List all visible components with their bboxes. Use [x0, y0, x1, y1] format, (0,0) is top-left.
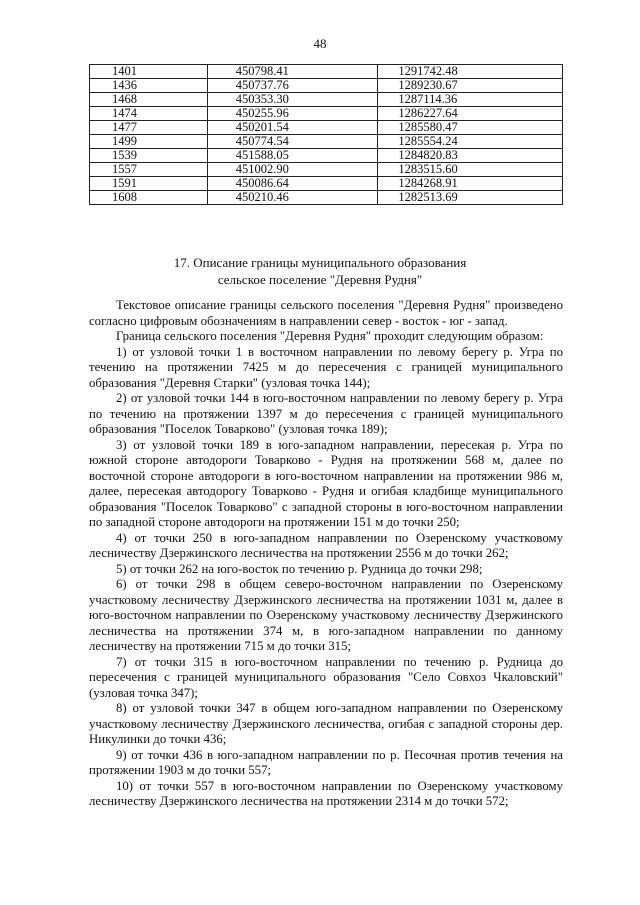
x-coordinate-cell: 450201.54	[207, 121, 378, 135]
x-coordinate-cell: 450798.41	[207, 65, 378, 79]
y-coordinate-cell: 1289230.67	[378, 79, 563, 93]
x-coordinate-cell: 450737.76	[207, 79, 378, 93]
paragraph: 3) от узловой точки 189 в юго-западном направлении, пересекая р. Угра по южной стороне автодороги Товарково - Рудня на протяжении 568 м, далее по восточной стороне автодороги в юго-восточном направлении на протяжении 986 м, далее, пересекая автодорогу Товарково - Рудня и огибая кладбище муниципального образования "Поселок Товарково" с западной стороны в юго-восточном направлении по западной стороне автодороги на протяжении 151 м до точки 250;	[89, 437, 563, 529]
y-coordinate-cell: 1291742.48	[378, 65, 563, 79]
section-title-line-2: сельское поселение "Деревня Рудня"	[217, 272, 423, 287]
paragraph: Граница сельского поселения "Деревня Рудня" проходит следующим образом:	[116, 329, 544, 343]
section-heading	[0, 254, 640, 288]
table-row	[90, 79, 563, 93]
y-coordinate-cell: 1287114.36	[378, 93, 563, 107]
y-coordinate-cell: 1286227.64	[378, 107, 563, 121]
table-row	[90, 149, 563, 163]
table-row	[90, 191, 563, 205]
point-number-cell: 1477	[90, 121, 208, 135]
page-number: 48	[313, 36, 327, 51]
table-row	[90, 107, 563, 121]
coordinates-table-body	[90, 65, 563, 205]
paragraph: 4) от точки 250 в юго-западном направлении по Озеренскому участковому лесничеству Дзержинского лесничества на протяжении 2556 м до точки 262;	[89, 530, 563, 560]
y-coordinate-cell: 1283515.60	[378, 163, 563, 177]
x-coordinate-cell: 450774.54	[207, 135, 378, 149]
point-number-cell: 1608	[90, 191, 208, 205]
table-row	[90, 135, 563, 149]
table-row	[90, 163, 563, 177]
paragraph: 10) от точки 557 в юго-восточном направлении по Озеренскому участковому лесничеству Дзержинского лесничества на протяжении 2314 м до точки 572;	[89, 778, 563, 808]
point-number-cell: 1436	[90, 79, 208, 93]
paragraph: 9) от точки 436 в юго-западном направлении по р. Песочная против течения на протяжении 1903 м до точки 557;	[89, 747, 563, 777]
paragraph: 8) от узловой точки 347 в общем юго-западном направлении по Озеренскому участковому лесничеству Дзержинского лесничества, огибая с западной стороны дер. Никулинки до точки 436;	[89, 701, 563, 746]
x-coordinate-cell: 451588.05	[207, 149, 378, 163]
paragraph: 7) от точки 315 в юго-восточном направлении по течению р. Рудница до пересечения с границей муниципального образования "Село Совхоз Чкаловский" (узловая точка 347);	[89, 654, 563, 700]
point-number-cell: 1557	[90, 163, 208, 177]
point-number-cell: 1401	[90, 65, 208, 79]
y-coordinate-cell: 1285580.47	[378, 121, 563, 135]
paragraph: 2) от узловой точки 144 в юго-восточном направлении по левому берегу р. Угра по течению на протяжении 1397 м до пересечения с границей муниципального образования "Поселок Товарково" (узловая точка 189);	[89, 391, 563, 436]
section-title-line-1: 17. Описание границы муниципального образования	[173, 255, 467, 270]
coordinates-table	[89, 64, 563, 205]
x-coordinate-cell: 450255.96	[207, 107, 378, 121]
point-number-cell: 1468	[90, 93, 208, 107]
point-number-cell: 1539	[90, 149, 208, 163]
x-coordinate-cell: 450210.46	[207, 191, 378, 205]
paragraph: Текстовое описание границы сельского поселения "Деревня Рудня" произведено согласно цифровым обозначениям в направлении север - восток - юг - запад.	[89, 298, 563, 328]
point-number-cell: 1474	[90, 107, 208, 121]
table-row	[90, 93, 563, 107]
point-number-cell: 1591	[90, 177, 208, 191]
y-coordinate-cell: 1284268.91	[378, 177, 563, 191]
paragraph: 5) от точки 262 на юго-восток по течению р. Рудница до точки 298;	[116, 561, 483, 576]
boundary-description	[89, 298, 563, 810]
y-coordinate-cell: 1284820.83	[378, 149, 563, 163]
table-row	[90, 121, 563, 135]
point-number-cell: 1499	[90, 135, 208, 149]
y-coordinate-cell: 1285554.24	[378, 135, 563, 149]
table-row	[90, 65, 563, 79]
y-coordinate-cell: 1282513.69	[378, 191, 563, 205]
x-coordinate-cell: 450353.30	[207, 93, 378, 107]
x-coordinate-cell: 451002.90	[207, 163, 378, 177]
table-row	[90, 177, 563, 191]
paragraph: 1) от узловой точки 1 в восточном направлении по левому берегу р. Угра по течению на протяжении 7425 м до пересечения с границей муниципального образования "Деревня Старки" (узловая точка 144);	[89, 344, 563, 390]
paragraph: 6) от точки 298 в общем северо-восточном направлении по Озеренскому участковому лесничеству Дзержинского лесничества на протяжении 1031 м, далее в юго-восточном направлении по Озеренскому участковому лесничеству Дзержинского лесничества на протяжении 374 м, в юго-западном направлении по данному лесничеству на протяжении 715 м до точки 315;	[89, 577, 563, 653]
x-coordinate-cell: 450086.64	[207, 177, 378, 191]
